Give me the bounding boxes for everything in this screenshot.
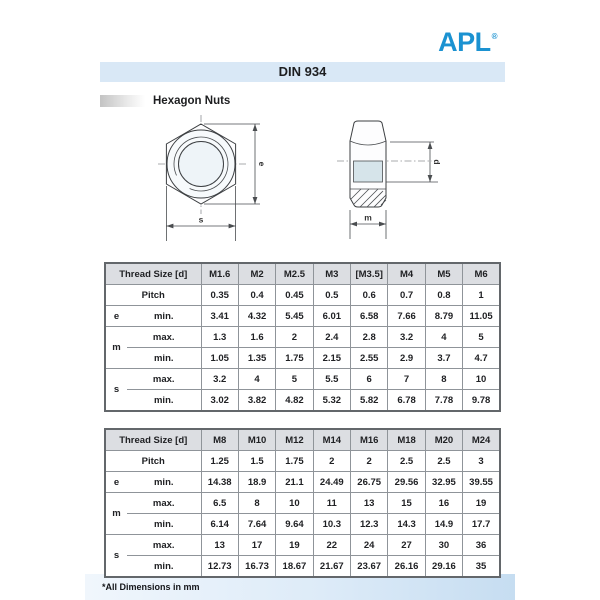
dimension-group-label: m	[105, 493, 127, 535]
value-cell: 4	[425, 327, 462, 348]
size-column-header: M5	[425, 263, 462, 285]
value-cell: 3.7	[425, 348, 462, 369]
value-cell: 3.02	[201, 390, 238, 412]
value-cell: 4	[238, 369, 275, 390]
value-cell: 29.16	[425, 556, 462, 578]
registered-mark-icon: ®	[491, 32, 497, 41]
limit-label: min.	[127, 390, 201, 412]
value-cell: 11.05	[463, 306, 500, 327]
value-cell: 1.6	[238, 327, 275, 348]
value-cell: 36	[463, 535, 500, 556]
dimension-group-label: s	[105, 535, 127, 578]
limit-label: max.	[127, 493, 201, 514]
size-column-header: M18	[388, 429, 425, 451]
value-cell: 3	[463, 451, 500, 472]
value-cell: 26.75	[351, 472, 388, 493]
value-cell: 3.2	[388, 327, 425, 348]
size-column-header: M1.6	[201, 263, 238, 285]
limit-label: min.	[127, 514, 201, 535]
value-cell: 16	[425, 493, 462, 514]
value-cell: 24.49	[313, 472, 350, 493]
table-row	[105, 285, 500, 306]
side-view-drawing	[332, 112, 450, 249]
value-cell: 4.82	[276, 390, 313, 412]
value-cell: 7	[388, 369, 425, 390]
value-cell: 1	[463, 285, 500, 306]
value-cell: 2.5	[388, 451, 425, 472]
value-cell: 7.64	[238, 514, 275, 535]
value-cell: 7.78	[425, 390, 462, 412]
value-cell: 5	[276, 369, 313, 390]
value-cell: 1.35	[238, 348, 275, 369]
value-cell: 23.67	[351, 556, 388, 578]
limit-label: max.	[127, 535, 201, 556]
value-cell: 5.82	[351, 390, 388, 412]
table-body-large-sizes	[105, 429, 500, 577]
limit-label: min.	[127, 348, 201, 369]
value-cell: 2	[276, 327, 313, 348]
size-column-header: M2	[238, 263, 275, 285]
thread-section-fill	[354, 161, 383, 182]
value-cell: 21.1	[276, 472, 313, 493]
m-arrow-left-icon	[350, 222, 357, 227]
value-cell: 17	[238, 535, 275, 556]
dimension-group-label: e	[105, 472, 127, 493]
standard-title-band	[100, 62, 505, 82]
value-cell: 8	[425, 369, 462, 390]
table-row	[105, 348, 500, 369]
value-cell: 32.95	[425, 472, 462, 493]
dimension-group-label: m	[105, 327, 127, 369]
limit-label: max.	[127, 327, 201, 348]
value-cell: 10.3	[313, 514, 350, 535]
value-cell: 14.38	[201, 472, 238, 493]
front-view-drawing	[156, 112, 270, 249]
value-cell: 14.3	[388, 514, 425, 535]
value-cell: 1.75	[276, 451, 313, 472]
value-cell: 17.7	[463, 514, 500, 535]
size-column-header: M14	[313, 429, 350, 451]
size-column-header: M2.5	[276, 263, 313, 285]
brand-logo	[438, 29, 497, 56]
size-column-header: M4	[388, 263, 425, 285]
s-dimension-label: s	[198, 214, 204, 225]
standard-title: DIN 934	[278, 64, 327, 79]
thread-size-header: Thread Size [d]	[105, 429, 201, 451]
dimensions-note: *All Dimensions in mm	[102, 582, 200, 592]
d-arrow-up-icon	[428, 142, 433, 149]
value-cell: 16.73	[238, 556, 275, 578]
table-row	[105, 535, 500, 556]
size-column-header: M24	[463, 429, 500, 451]
hexagon-front-view	[156, 112, 270, 244]
e-dimension-label: e	[257, 161, 267, 167]
table-row	[105, 556, 500, 578]
s-arrow-left-icon	[166, 224, 173, 229]
limit-label: min.	[127, 556, 201, 578]
limit-label: min.	[127, 306, 201, 327]
value-cell: 1.3	[201, 327, 238, 348]
value-cell: 3.2	[201, 369, 238, 390]
value-cell: 10	[463, 369, 500, 390]
nut-side-view	[332, 112, 450, 244]
limit-label: max.	[127, 369, 201, 390]
size-column-header: M10	[238, 429, 275, 451]
value-cell: 4.32	[238, 306, 275, 327]
value-cell: 0.8	[425, 285, 462, 306]
table-row	[105, 369, 500, 390]
size-column-header: M16	[351, 429, 388, 451]
value-cell: 4.7	[463, 348, 500, 369]
value-cell: 18.67	[276, 556, 313, 578]
section-accent-bar	[100, 95, 145, 107]
value-cell: 3.82	[238, 390, 275, 412]
value-cell: 18.9	[238, 472, 275, 493]
value-cell: 35	[463, 556, 500, 578]
section-heading	[100, 93, 230, 108]
size-column-header: M12	[276, 429, 313, 451]
table-row	[105, 493, 500, 514]
table-row	[105, 451, 500, 472]
row-label: Pitch	[105, 285, 201, 306]
dimensions-table-small-sizes	[104, 262, 501, 412]
value-cell: 0.6	[351, 285, 388, 306]
value-cell: 6.14	[201, 514, 238, 535]
value-cell: 0.4	[238, 285, 275, 306]
section-title: Hexagon Nuts	[153, 94, 231, 107]
brand-logo-text: APL	[438, 27, 491, 57]
s-arrow-right-icon	[229, 224, 236, 229]
value-cell: 0.45	[276, 285, 313, 306]
value-cell: 12.3	[351, 514, 388, 535]
m-dimension-label: m	[364, 212, 372, 223]
value-cell: 15	[388, 493, 425, 514]
table-row	[105, 306, 500, 327]
value-cell: 0.7	[388, 285, 425, 306]
value-cell: 13	[201, 535, 238, 556]
value-cell: 9.64	[276, 514, 313, 535]
table-row	[105, 472, 500, 493]
size-column-header: M6	[463, 263, 500, 285]
value-cell: 5.45	[276, 306, 313, 327]
value-cell: 2.5	[425, 451, 462, 472]
value-cell: 8.79	[425, 306, 462, 327]
value-cell: 5	[463, 327, 500, 348]
value-cell: 19	[276, 535, 313, 556]
value-cell: 6	[351, 369, 388, 390]
value-cell: 11	[313, 493, 350, 514]
e-arrow-up-icon	[253, 124, 258, 131]
table-row	[105, 514, 500, 535]
size-column-header: M8	[201, 429, 238, 451]
value-cell: 6.01	[313, 306, 350, 327]
value-cell: 1.75	[276, 348, 313, 369]
value-cell: 8	[238, 493, 275, 514]
value-cell: 19	[463, 493, 500, 514]
value-cell: 0.35	[201, 285, 238, 306]
value-cell: 2	[313, 451, 350, 472]
value-cell: 10	[276, 493, 313, 514]
size-column-header: M20	[425, 429, 462, 451]
value-cell: 22	[313, 535, 350, 556]
value-cell: 24	[351, 535, 388, 556]
value-cell: 5.32	[313, 390, 350, 412]
thread-size-header: Thread Size [d]	[105, 263, 201, 285]
table-row	[105, 390, 500, 412]
value-cell: 3.41	[201, 306, 238, 327]
value-cell: 13	[351, 493, 388, 514]
d-dimension-label: d	[432, 159, 442, 165]
dimension-group-label: s	[105, 369, 127, 412]
value-cell: 2	[351, 451, 388, 472]
value-cell: 6.58	[351, 306, 388, 327]
value-cell: 26.16	[388, 556, 425, 578]
value-cell: 1.25	[201, 451, 238, 472]
m-arrow-right-icon	[379, 222, 386, 227]
value-cell: 9.78	[463, 390, 500, 412]
value-cell: 29.56	[388, 472, 425, 493]
value-cell: 27	[388, 535, 425, 556]
value-cell: 2.15	[313, 348, 350, 369]
e-arrow-down-icon	[253, 197, 258, 204]
value-cell: 0.5	[313, 285, 350, 306]
value-cell: 12.73	[201, 556, 238, 578]
limit-label: min.	[127, 472, 201, 493]
value-cell: 14.9	[425, 514, 462, 535]
d-arrow-down-icon	[428, 175, 433, 182]
row-label: Pitch	[105, 451, 201, 472]
table-body-small-sizes	[105, 263, 500, 411]
value-cell: 5.5	[313, 369, 350, 390]
value-cell: 2.9	[388, 348, 425, 369]
dimension-group-label: e	[105, 306, 127, 327]
dimensions-table-large-sizes	[104, 428, 501, 578]
value-cell: 1.05	[201, 348, 238, 369]
value-cell: 2.55	[351, 348, 388, 369]
value-cell: 2.8	[351, 327, 388, 348]
thread-hole-circle	[179, 142, 224, 187]
size-column-header: M3	[313, 263, 350, 285]
value-cell: 1.5	[238, 451, 275, 472]
size-column-header: [M3.5]	[351, 263, 388, 285]
table-row	[105, 327, 500, 348]
value-cell: 6.78	[388, 390, 425, 412]
value-cell: 39.55	[463, 472, 500, 493]
value-cell: 7.66	[388, 306, 425, 327]
value-cell: 21.67	[313, 556, 350, 578]
value-cell: 6.5	[201, 493, 238, 514]
value-cell: 30	[425, 535, 462, 556]
value-cell: 2.4	[313, 327, 350, 348]
